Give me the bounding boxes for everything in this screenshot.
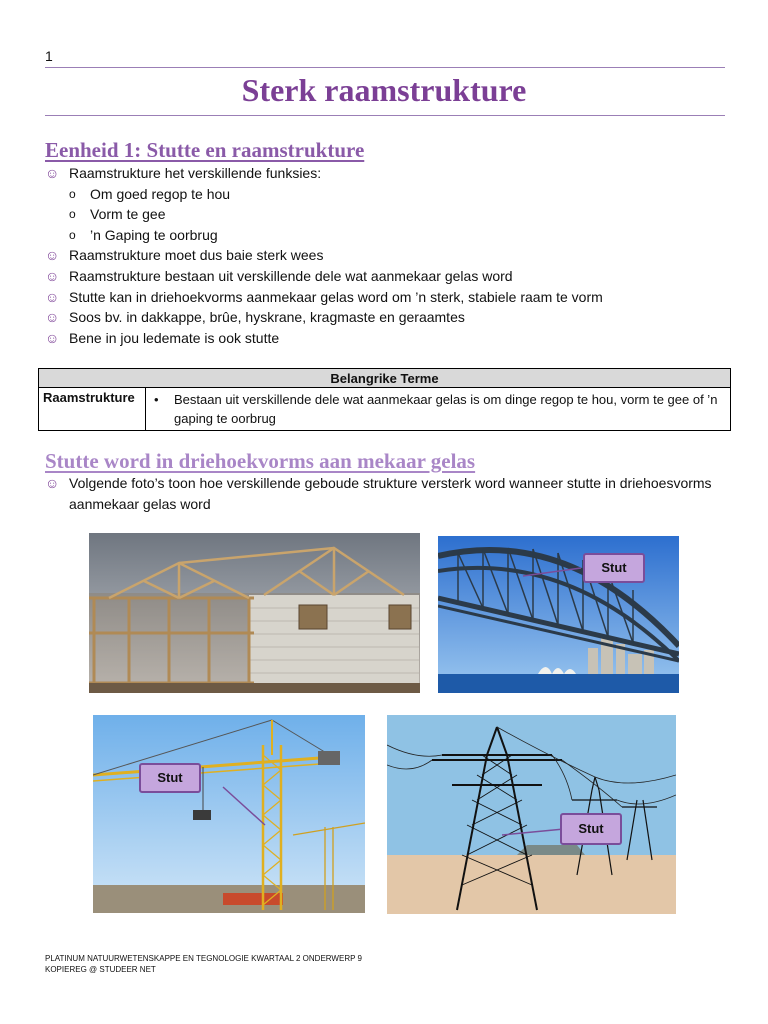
sub-list-item: o Om goed regop te hou: [45, 184, 603, 205]
title-rule: [45, 115, 725, 116]
list-item: ☺ Bene in jou ledemate is ook stutte: [45, 328, 603, 349]
smiley-icon: ☺: [45, 288, 60, 305]
smiley-icon: ☺: [45, 165, 60, 181]
hollow-circle-icon: o: [69, 227, 76, 242]
list-item: [45, 204, 603, 225]
footer-line-2: KOPIEREG @ STUDEER NET: [45, 965, 156, 974]
roof-truss-photo: [89, 533, 420, 693]
page-title: Sterk raamstrukture: [241, 72, 527, 108]
footer: [45, 953, 362, 975]
section2-intro: ☺ Volgende foto’s toon hoe verskillende geboude strukture versterk word wanneer stutte in driehoesvorms aanmekaar gelas word: [45, 475, 712, 512]
definition-cell: • Bestaan uit verskillende dele wat aanmekaar gelas is om dinge regop te hou, vorm te gee of ’n gaping te oorbrug: [146, 388, 731, 431]
crane-photo: [93, 715, 365, 913]
section2-heading: Stutte word in driehoekvorms aan mekaar gelas: [45, 449, 476, 473]
page-number: 1: [45, 48, 53, 64]
smiley-icon: ☺: [45, 309, 60, 326]
smiley-icon: ☺: [45, 475, 60, 491]
list-item: ☺ Raamstrukture het verskillende funksies:: [45, 163, 603, 184]
crane-stut-callout: Stut: [139, 763, 201, 793]
pylon-stut-callout: Stut: [560, 813, 622, 845]
bullet-icon: •: [154, 392, 159, 407]
section1-heading: Eenheid 1: Stutte en raamstrukture: [45, 138, 365, 162]
pylon-photo: [387, 715, 676, 914]
list-item: ☺ Raamstrukture moet dus baie sterk wees: [45, 245, 603, 266]
term-cell: Raamstrukture: [39, 388, 146, 431]
sub-list-item: o ’n Gaping te oorbrug: [45, 225, 603, 246]
sub-list-item: o Vorm te gee: [45, 204, 603, 225]
smiley-icon: ☺: [45, 247, 60, 264]
smiley-icon: ☺: [45, 329, 60, 346]
hollow-circle-icon: o: [69, 207, 76, 222]
top-rule: [45, 67, 725, 68]
list-item: ☺ Raamstrukture bestaan uit verskillende dele wat aanmekaar gelas word: [45, 266, 603, 287]
bridge-stut-callout: Stut: [583, 553, 645, 583]
terms-table-header: Belangrike Terme: [39, 369, 731, 388]
list-item: [45, 225, 603, 246]
section1-list: [45, 163, 603, 348]
list-item: ☺ Soos bv. in dakkappe, brûe, hyskrane, kragmaste en geraamtes: [45, 307, 603, 328]
terms-table: [38, 368, 731, 431]
footer-line-1: PLATINUM NATUURWETENSKAPPE EN TEGNOLOGIE KWARTAAL 2 ONDERWERP 9: [45, 954, 362, 963]
table-row: [39, 388, 731, 431]
list-item: ☺ Stutte kan in driehoekvorms aanmekaar gelas word om ’n sterk, stabiele raam te vorm: [45, 287, 603, 308]
hollow-circle-icon: o: [69, 186, 76, 201]
smiley-icon: ☺: [45, 267, 60, 284]
list-item: [45, 184, 603, 205]
